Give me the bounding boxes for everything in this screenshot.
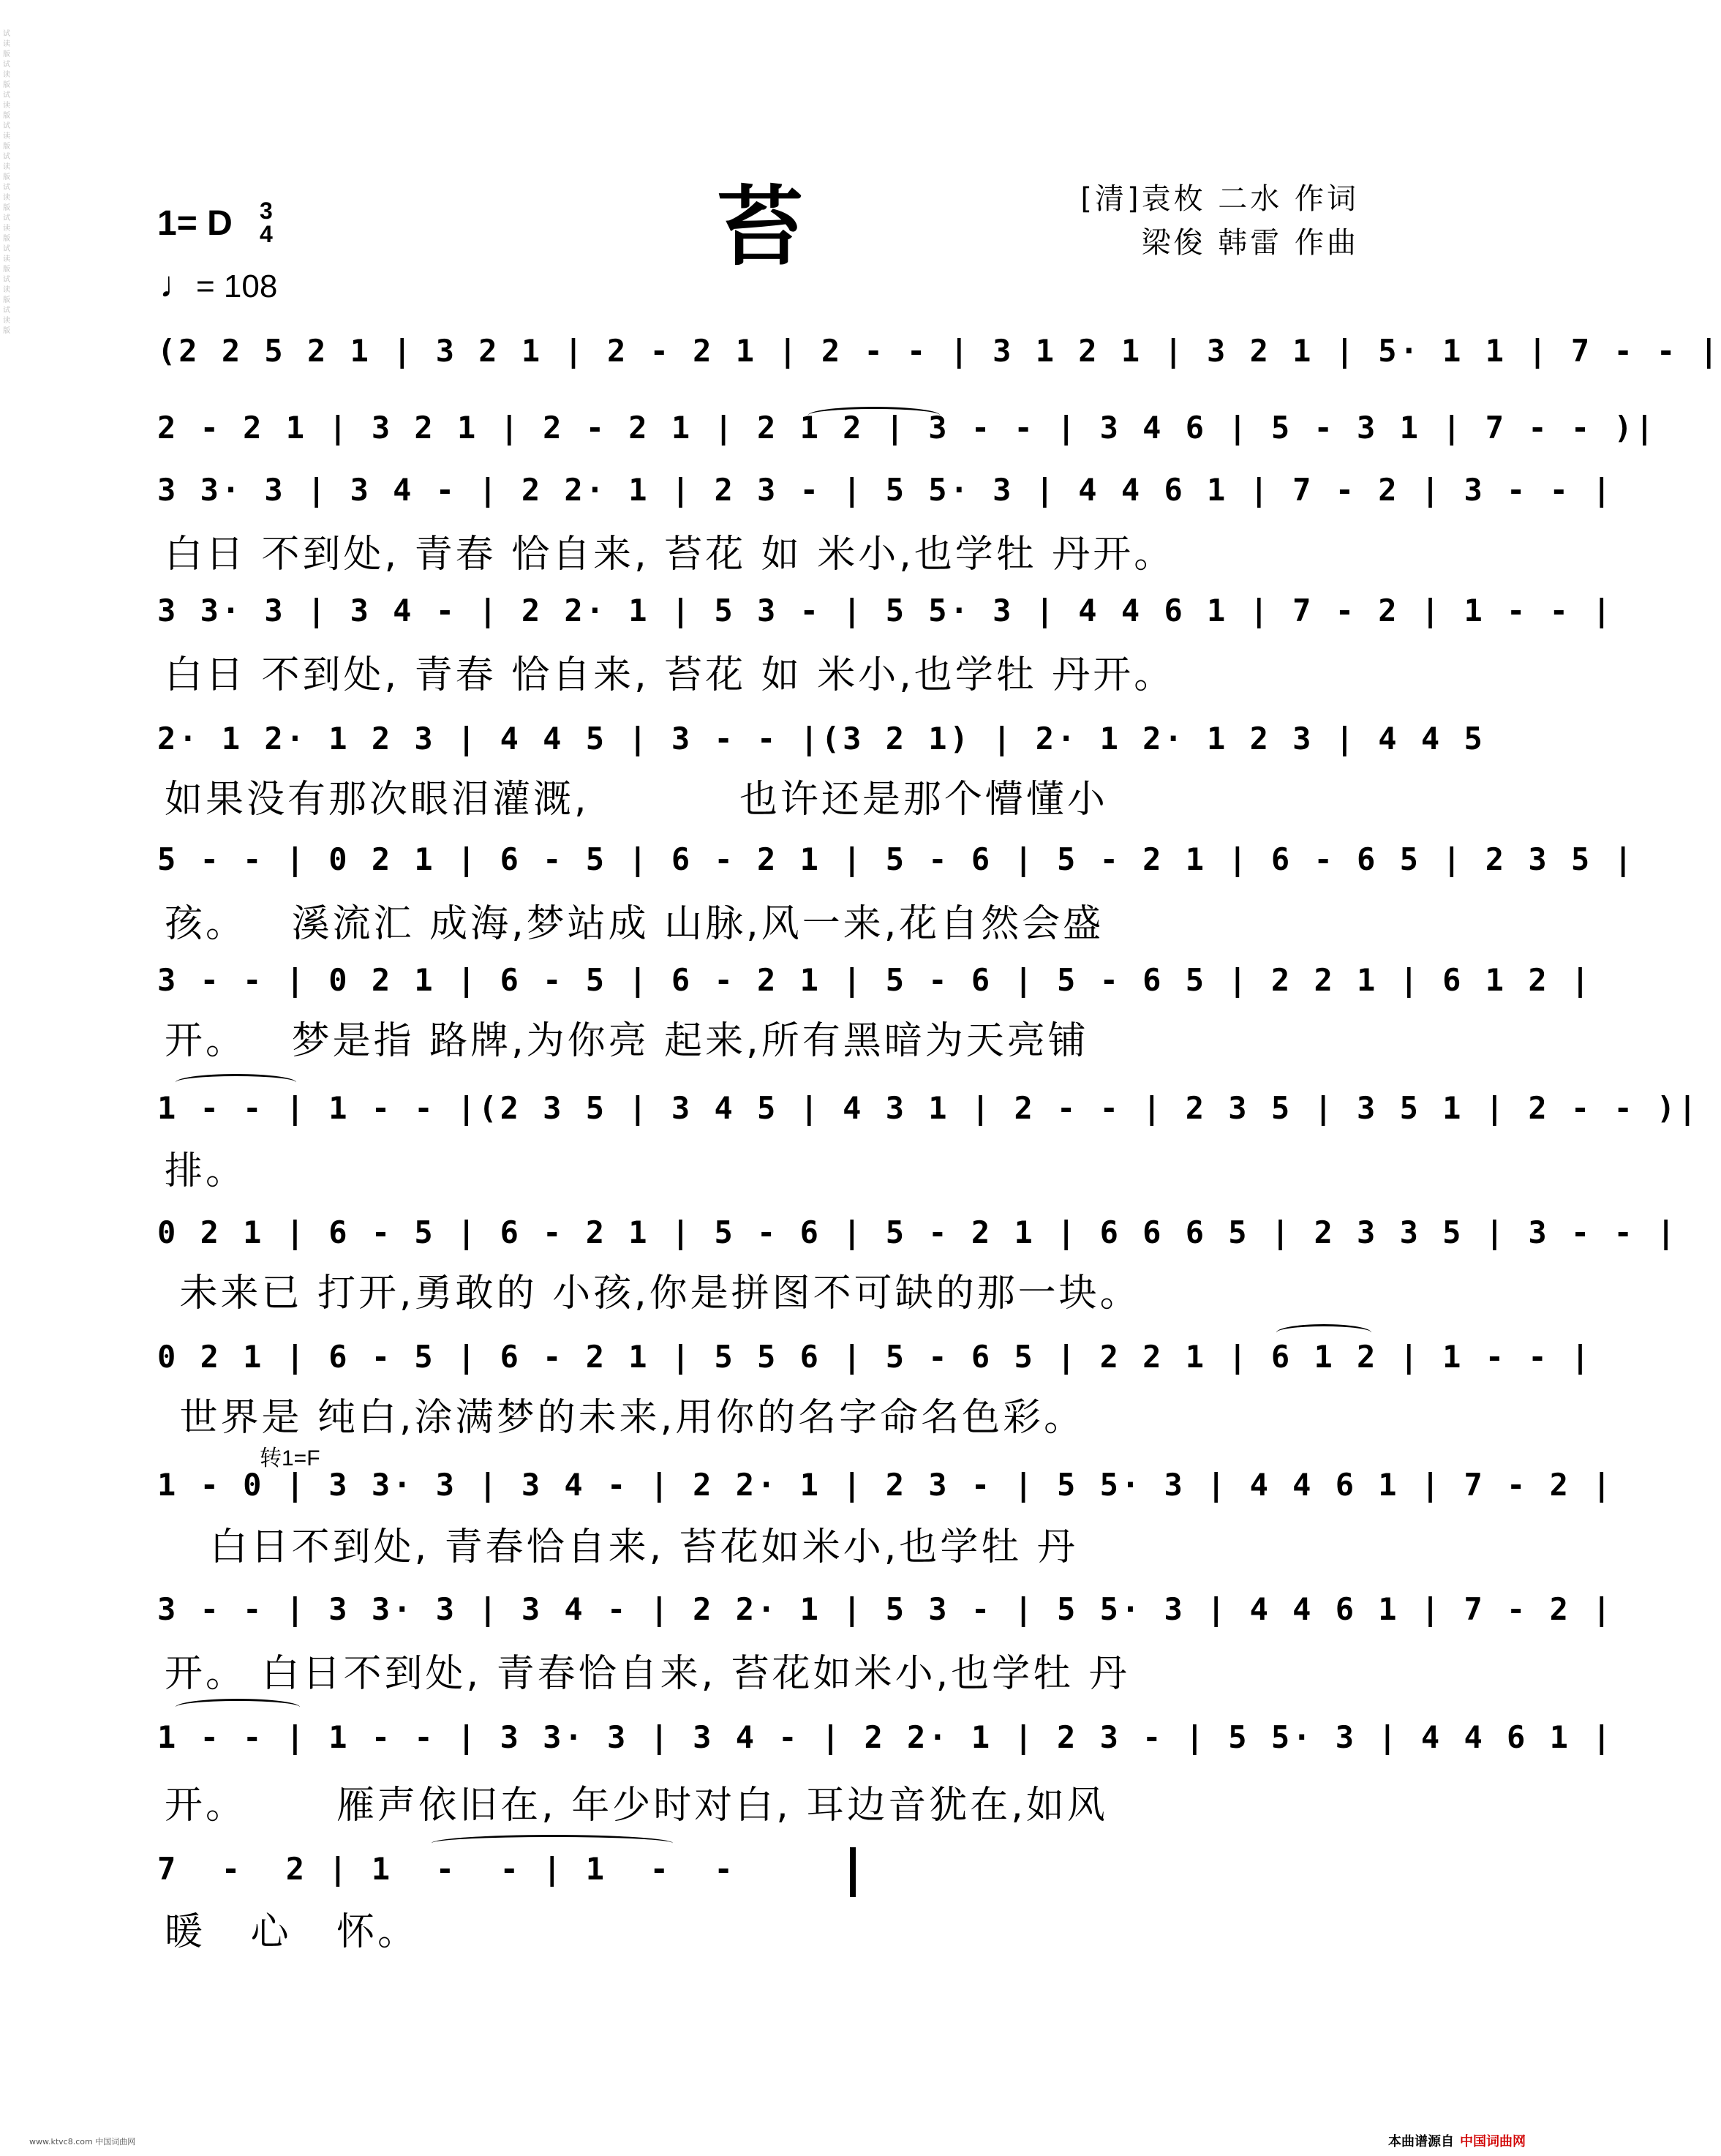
notation-row: 7 - 2 | 1 - - | 1 - - xyxy=(157,1851,736,1887)
notation-row: 2 - 2 1 | 3 2 1 | 2 - 2 1 | 2 1 2 | 3 - - | 3 4 6 | 5 - 3 1 | 7 - - )| xyxy=(157,410,1657,446)
lyric-line: 未来已 打开,勇敢的 小孩,你是拼图不可缺的那一块。 xyxy=(165,1272,1141,1315)
footer-source-site: 中国词曲网 xyxy=(1460,2134,1526,2149)
notation-row: 1 - - | 1 - - | 3 3· 3 | 3 4 - | 2 2· 1 | 2 3 - | 5 5· 3 | 4 4 6 1 | xyxy=(157,1719,1614,1755)
lyric-line: 白日 不到处, 青春 恰自来, 苔花 如 米小,也学牡 丹开。 xyxy=(165,533,1175,576)
lyric-line: 开。 白日不到处, 青春恰自来, 苔花如米小,也学牡 丹 xyxy=(165,1652,1130,1696)
quarter-note-icon: ♩ xyxy=(159,264,196,305)
lyric-line: 孩。 溪流汇 成海,梦站成 山脉,风一来,花自然会盛 xyxy=(165,902,1104,946)
tie-mark xyxy=(176,1074,296,1091)
song-title: 苔 xyxy=(717,176,804,277)
notation-row: 1 - 0 | 3 3· 3 | 3 4 - | 2 2· 1 | 2 3 - | 5 5· 3 | 4 4 6 1 | 7 - 2 | xyxy=(157,1467,1614,1503)
tie-mark xyxy=(1276,1324,1371,1341)
composer-credit: 梁俊 韩雷 作曲 xyxy=(1141,226,1359,260)
tie-mark xyxy=(808,407,940,424)
footer-source-label: 本曲谱源自 xyxy=(1388,2134,1454,2149)
notation-row: 3 - - | 3 3· 3 | 3 4 - | 2 2· 1 | 5 3 - | 5 5· 3 | 4 4 6 1 | 7 - 2 | xyxy=(157,1591,1614,1627)
lyricist-credit: [清]袁枚 二水 作词 xyxy=(1080,182,1359,216)
lyric-line: 开。 梦是指 路牌,为你亮 起来,所有黑暗为天亮铺 xyxy=(165,1019,1089,1063)
time-signature xyxy=(260,199,273,246)
footer-source xyxy=(1388,2131,1526,2150)
notation-row: 3 3· 3 | 3 4 - | 2 2· 1 | 2 3 - | 5 5· 3 | 4 4 6 1 | 7 - 2 | 3 - - | xyxy=(157,472,1614,508)
notation-row: (2 2 5 2 1 | 3 2 1 | 2 - 2 1 | 2 - - | 3 1 2 1 | 3 2 1 | 5· 1 1 | 7 - - | xyxy=(157,333,1721,369)
notation-row: 3 - - | 0 2 1 | 6 - 5 | 6 - 2 1 | 5 - 6 | 5 - 6 5 | 2 2 1 | 6 1 2 | xyxy=(157,962,1593,998)
lyric-line: 开。 雁声依旧在, 年少时对白, 耳边音犹在,如风 xyxy=(165,1784,1108,1828)
final-barline xyxy=(850,1847,856,1897)
lyric-line: 暖 心 怀。 xyxy=(165,1910,419,1954)
notation-row: 5 - - | 0 2 1 | 6 - 5 | 6 - 2 1 | 5 - 6 | 5 - 2 1 | 6 - 6 5 | 2 3 5 | xyxy=(157,841,1635,877)
time-signature-bottom: 4 xyxy=(260,221,273,247)
notation-row: 3 3· 3 | 3 4 - | 2 2· 1 | 5 3 - | 5 5· 3 | 4 4 6 1 | 7 - 2 | 1 - - | xyxy=(157,593,1614,628)
lyric-line: 世界是 纯白,涂满梦的未来,用你的名字命名色彩。 xyxy=(165,1396,1085,1440)
notation-row: 0 2 1 | 6 - 5 | 6 - 2 1 | 5 5 6 | 5 - 6 5 | 2 2 1 | 6 1 2 | 1 - - | xyxy=(157,1339,1593,1375)
modulation-marking: 转1=F xyxy=(260,1446,320,1470)
footer-watermark: www.ktvc8.com 中国词曲网 xyxy=(29,2137,136,2146)
tie-mark xyxy=(432,1835,673,1852)
notation-row: 1 - - | 1 - - |(2 3 5 | 3 4 5 | 4 3 1 | 2 - - | 2 3 5 | 3 5 1 | 2 - - )| xyxy=(157,1090,1700,1126)
notation-row: 0 2 1 | 6 - 5 | 6 - 2 1 | 5 - 6 | 5 - 2 1 | 6 6 6 5 | 2 3 3 5 | 3 - - | xyxy=(157,1214,1679,1250)
tie-mark xyxy=(176,1699,300,1716)
key-signature: 1= D xyxy=(157,204,233,243)
tempo-marking xyxy=(159,263,277,306)
tempo-value: = 108 xyxy=(196,268,278,304)
lyric-line: 排。 xyxy=(165,1149,247,1193)
lyric-line: 白日 不到处, 青春 恰自来, 苔花 如 米小,也学牡 丹开。 xyxy=(165,653,1175,697)
time-signature-top: 3 xyxy=(260,198,273,224)
lyric-line: 白日不到处, 青春恰自来, 苔花如米小,也学牡 丹 xyxy=(165,1525,1078,1569)
notation-row: 2· 1 2· 1 2 3 | 4 4 5 | 3 - - |(3 2 1) | 2· 1 2· 1 2 3 | 4 4 5 xyxy=(157,721,1485,756)
lyric-line: 如果没有那次眼泪灌溉, 也许还是那个懵懂小 xyxy=(165,778,1108,822)
watermark-sidebar: 试读版 试读版 试读版 试读版 试读版 试读版 试读版 试读版 试读版 试读版 xyxy=(3,30,10,335)
